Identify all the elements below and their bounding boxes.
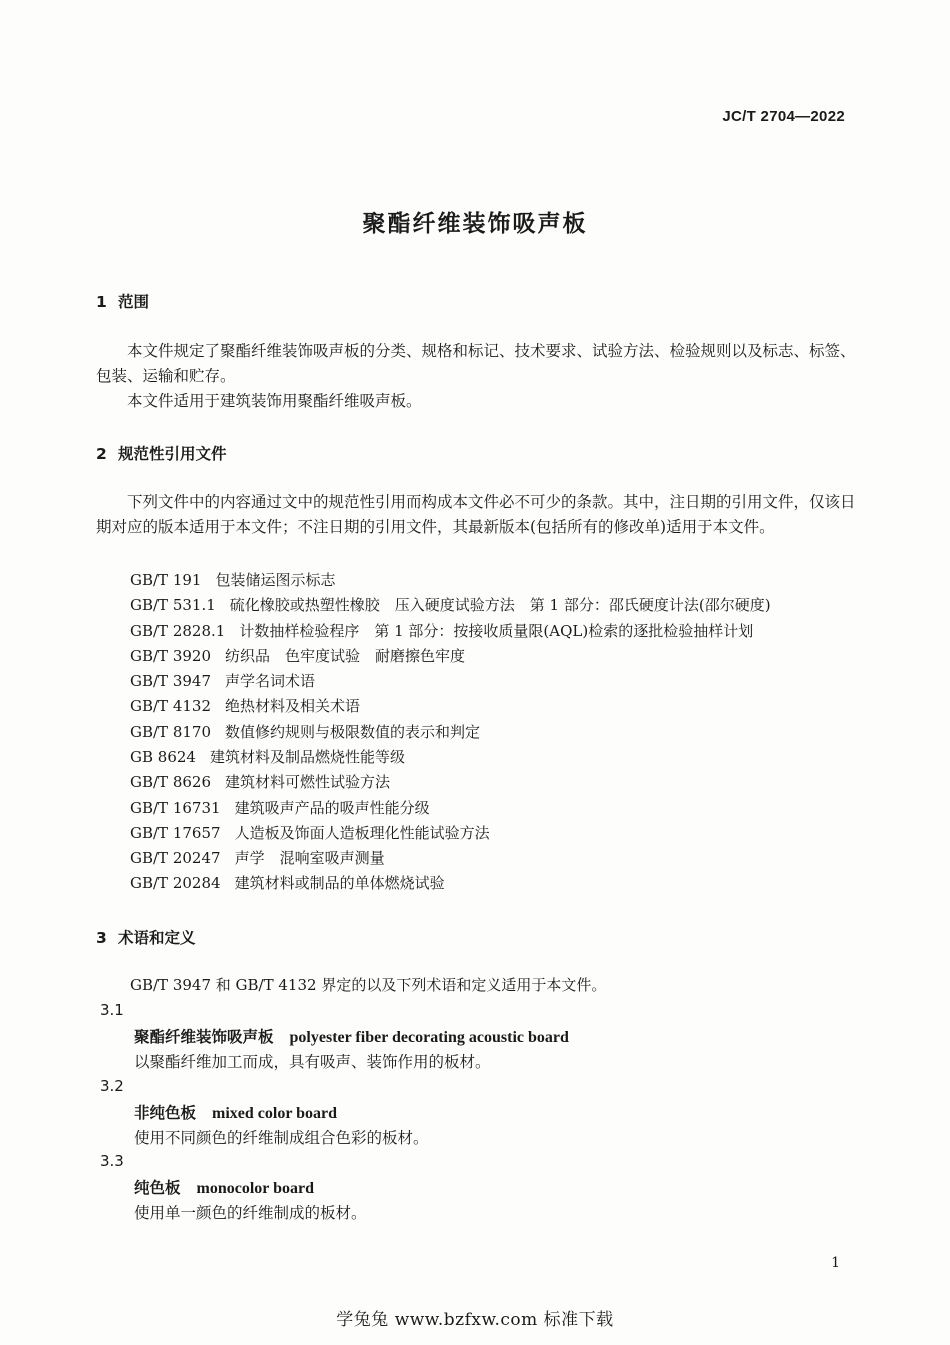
term-heading <box>134 1101 337 1123</box>
reference-code: GB/T 8170 <box>130 723 212 741</box>
section-title: 规范性引用文件 <box>118 445 227 463</box>
reference-item <box>130 771 390 792</box>
reference-title: 绝热材料及相关术语 <box>225 697 361 715</box>
term-number: 3.1 <box>100 1001 124 1019</box>
reference-title: 计数抽样检验程序 第 1 部分：按接收质量限(AQL)检索的逐批检验抽样计划 <box>239 622 754 640</box>
reference-code: GB/T 531.1 <box>130 596 216 614</box>
reference-code: GB 8624 <box>130 748 196 766</box>
reference-title: 硫化橡胶或热塑性橡胶 压入硬度试验方法 第 1 部分：邵氏硬度计法(邵尔硬度) <box>229 596 771 614</box>
term-definition: 使用不同颜色的纤维制成组合色彩的板材。 <box>134 1129 429 1147</box>
section-title: 术语和定义 <box>118 929 196 947</box>
reference-title: 数值修约规则与极限数值的表示和判定 <box>225 723 481 741</box>
term-number: 3.3 <box>100 1152 124 1170</box>
reference-code: GB/T 3947 <box>130 672 212 690</box>
reference-item <box>130 645 465 666</box>
term-zh: 聚酯纤维装饰吸声板 <box>134 1027 274 1046</box>
reference-item <box>130 797 430 818</box>
reference-title: 声学名词术语 <box>225 672 316 690</box>
reference-item <box>130 569 335 590</box>
term-heading <box>134 1025 569 1047</box>
term-definition: 使用单一颜色的纤维制成的板材。 <box>134 1204 367 1222</box>
term-number: 3.2 <box>100 1077 124 1095</box>
term-heading <box>134 1176 314 1198</box>
reference-code: GB/T 191 <box>130 571 202 589</box>
reference-item <box>130 872 445 893</box>
term-en: mixed color board <box>212 1105 338 1122</box>
reference-item <box>130 695 360 716</box>
section-number: 3 <box>96 929 107 947</box>
term-zh: 纯色板 <box>134 1178 181 1197</box>
paragraph: 下列文件中的内容通过文中的规范性引用而构成本文件必不可少的条款。其中，注日期的引用文件，仅该日期对应的版本适用于本文件；不注日期的引用文件，其最新版本(包括所有的修改单)适用于本文件。 <box>96 493 856 536</box>
watermark-footer: 学兔兔 www.bzfxw.com 标准下载 <box>336 1310 614 1330</box>
reference-title: 人造板及饰面人造板理化性能试验方法 <box>234 824 490 842</box>
reference-title: 纺织品 色牢度试验 耐磨擦色牢度 <box>225 647 466 665</box>
reference-item <box>130 594 771 615</box>
paragraph: 本文件规定了聚酯纤维装饰吸声板的分类、规格和标记、技术要求、试验方法、检验规则以及标志、标签、包装、运输和贮存。 <box>96 342 856 385</box>
reference-code: GB/T 8626 <box>130 773 212 791</box>
reference-item <box>130 620 753 641</box>
paragraph: 本文件适用于建筑装饰用聚酯纤维吸声板。 <box>127 392 422 410</box>
reference-title: 建筑吸声产品的吸声性能分级 <box>234 799 430 817</box>
reference-code: GB/T 16731 <box>130 799 221 817</box>
section-number: 2 <box>96 445 107 463</box>
reference-item <box>130 822 490 843</box>
reference-code: GB/T 3920 <box>130 647 212 665</box>
section-3-heading <box>96 926 196 948</box>
section-title: 范围 <box>118 293 150 311</box>
reference-item <box>130 847 385 868</box>
section-1-heading <box>96 290 149 312</box>
section-number: 1 <box>96 293 107 311</box>
term-zh: 非纯色板 <box>134 1103 197 1122</box>
reference-code: GB/T 20284 <box>130 874 221 892</box>
reference-title: 包装储运图示标志 <box>215 571 336 589</box>
reference-code: GB/T 20247 <box>130 849 221 867</box>
reference-code: GB/T 4132 <box>130 697 212 715</box>
reference-item <box>130 670 315 691</box>
section-2-heading <box>96 442 227 464</box>
term-en: monocolor board <box>196 1180 314 1197</box>
reference-code: GB/T 2828.1 <box>130 622 226 640</box>
reference-title: 建筑材料可燃性试验方法 <box>225 773 391 791</box>
reference-title: 声学 混响室吸声测量 <box>234 849 385 867</box>
term-en: polyester fiber decorating acoustic board <box>289 1029 569 1046</box>
reference-item <box>130 721 480 742</box>
document-title: 聚酯纤维装饰吸声板 <box>362 211 588 237</box>
paragraph: GB/T 3947 和 GB/T 4132 界定的以及下列术语和定义适用于本文件。 <box>130 976 607 994</box>
page-number: 1 <box>831 1255 840 1271</box>
reference-title: 建筑材料或制品的单体燃烧试验 <box>234 874 445 892</box>
reference-title: 建筑材料及制品燃烧性能等级 <box>209 748 405 766</box>
reference-item <box>130 746 405 767</box>
reference-code: GB/T 17657 <box>130 824 221 842</box>
standard-code: JC/T 2704—2022 <box>722 108 845 125</box>
term-definition: 以聚酯纤维加工而成，具有吸声、装饰作用的板材。 <box>134 1053 491 1071</box>
